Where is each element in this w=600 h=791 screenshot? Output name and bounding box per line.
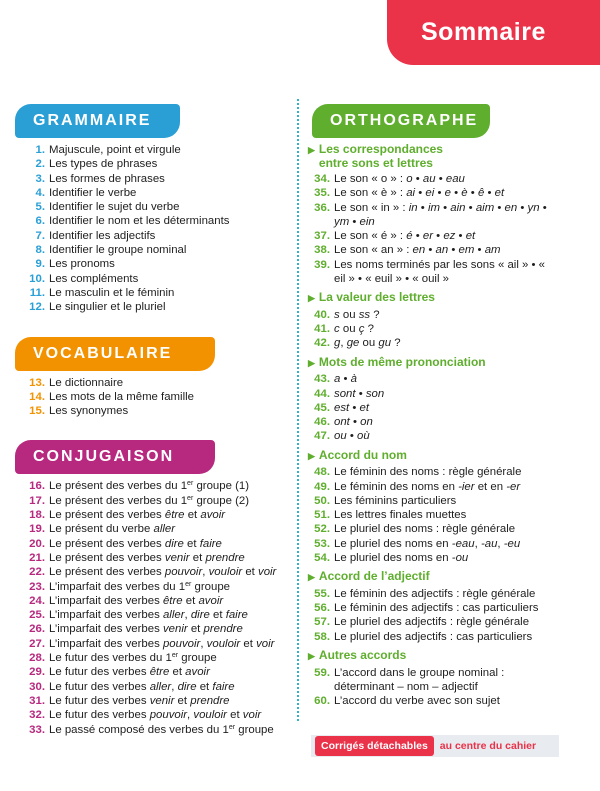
item-label: Le futur des verbes du 1er groupe [49,652,217,665]
list-item [15,694,300,708]
left-column [15,104,300,737]
list-item [308,615,590,629]
item-number: 59. [314,666,330,679]
item-number: 15. [29,405,45,418]
item-number: 22. [29,566,45,579]
item-number: 8. [35,244,45,257]
item-label: Le son « an » : en • an • em • am [334,244,501,257]
item-number: 41. [314,323,330,336]
list-item [308,186,590,200]
item-number: 34. [314,173,330,185]
item-label: Le dictionnaire [49,376,124,389]
item-label: Le passé composé des verbes du 1er groupe [49,723,274,736]
list-item [15,565,300,579]
vocabulaire-title: VOCABULAIRE [33,344,173,362]
list-item [15,651,300,665]
item-label: L’accord du verbe avec son sujet [334,695,500,708]
item-label: Le pluriel des adjectifs : cas particuliers [334,630,533,643]
list-item [15,680,300,694]
list-item [308,401,590,415]
item-number: 51. [314,509,330,522]
list-item [308,258,590,287]
item-label: Le singulier et le pluriel [49,301,166,314]
list-item [308,522,590,536]
item-number: 50. [314,494,330,507]
item-label: Le futur des verbes être et avoir [49,666,210,679]
list-item [308,630,590,644]
item-label: Le féminin des adjectifs : cas particuliers [334,602,539,615]
item-number: 7. [35,229,45,242]
item-number: 11. [29,286,45,299]
list-item [15,229,300,243]
vocabulaire-banner [15,337,215,371]
item-number: 55. [314,587,330,600]
item-number: 27. [29,637,45,650]
item-number: 2. [35,158,45,171]
item-label: Le présent du verbe aller [49,523,176,536]
triangle-bullet-icon: ▶ [308,293,315,304]
list-item [308,666,590,695]
grammaire-title: GRAMMAIRE [33,112,152,129]
list-item [308,229,590,243]
item-number: 12. [29,301,45,314]
item-label: L’imparfait des verbes aller, dire et faire [49,609,248,622]
orthographe-section-head [308,143,590,170]
item-label: Les synonymes [49,405,129,418]
list-item [15,243,300,257]
list-item [15,551,300,565]
item-label: Le pluriel des noms en -ou [334,552,469,565]
orthographe-section-head [308,291,590,306]
item-number: 31. [29,694,45,707]
item-label: L’imparfait des verbes du 1er groupe [49,580,231,593]
item-label: Le pluriel des noms : règle générale [334,523,516,536]
section-head-label: Mots de même prononciation [318,354,486,369]
item-number: 37. [314,230,330,243]
item-number: 42. [314,337,330,350]
item-number: 48. [314,466,330,479]
list-item [15,723,300,737]
list-item [15,580,300,594]
grammaire-list [15,143,300,315]
list-item [308,537,590,551]
section-head-label: La valeur des lettres [318,290,435,305]
item-number: 39. [314,258,330,271]
orthographe-section-head [308,449,590,464]
list-item [15,157,300,171]
item-label: L’imparfait des verbes être et avoir [49,594,224,607]
orthographe-list [308,666,590,709]
item-label: L’imparfait des verbes pouvoir, vouloir et voir [49,637,275,650]
item-number: 30. [29,680,45,693]
orthographe-list [308,587,590,644]
footer-note [311,735,559,757]
item-label: Le présent des verbes venir et prendre [49,551,245,564]
item-label: Le son « in » : in • im • ain • aim • en • yn • ym • ein [334,201,547,228]
item-number: 56. [314,602,330,615]
footer-text: au centre du cahier [439,740,537,752]
item-label: Le présent des verbes dire et faire [49,537,222,550]
orthographe-list [308,308,590,351]
list-item [308,243,590,257]
triangle-bullet-icon: ▶ [308,145,315,155]
list-item [308,336,590,350]
item-number: 29. [29,666,45,679]
item-number: 20. [29,537,45,550]
item-label: Majuscule, point et virgule [49,144,181,156]
item-label: c ou ç ? [334,323,374,336]
list-item [15,172,300,186]
item-number: 24. [29,594,45,607]
list-item [15,404,300,418]
list-item [308,415,590,429]
list-item [15,708,300,722]
item-number: 60. [314,695,330,708]
list-item [15,637,300,651]
triangle-bullet-icon: ▶ [308,572,315,583]
item-label: Les mots de la même famille [49,390,194,403]
item-label: Le féminin des noms en -ier et en -er [334,480,521,493]
item-number: 40. [314,308,330,321]
item-number: 25. [29,609,45,622]
item-label: Les lettres finales muettes [334,509,467,522]
list-item [15,143,300,157]
section-head-label: Accord du nom [318,447,407,462]
list-item [308,694,590,708]
item-number: 16. [29,480,45,493]
item-label: sont • son [334,387,385,400]
item-label: Les compléments [49,272,139,285]
list-item [15,622,300,636]
orthographe-section-head [308,570,590,585]
list-item [15,522,300,536]
item-number: 13. [29,376,45,389]
item-label: ont • on [334,416,373,429]
item-number: 35. [314,187,330,200]
item-label: Les féminins particuliers [334,494,457,507]
list-item [308,308,590,322]
list-item [15,390,300,404]
item-number: 58. [314,630,330,643]
list-item [15,594,300,608]
orthographe-list [308,372,590,443]
item-number: 36. [314,201,330,214]
page-title-tab [387,0,600,65]
item-number: 45. [314,401,330,414]
item-number: 46. [314,416,330,429]
list-item [15,257,300,271]
item-label: Le futur des verbes venir et prendre [49,694,230,707]
conjugaison-title: CONJUGAISON [33,448,175,466]
item-label: Le présent des verbes pouvoir, vouloir et voir [49,566,277,579]
list-item [15,300,300,314]
list-item [308,465,590,479]
item-number: 9. [35,258,45,271]
list-item [15,272,300,286]
list-item [308,201,590,230]
list-item [15,608,300,622]
item-number: 53. [314,537,330,550]
list-item [308,551,590,565]
conjugaison-banner [15,440,215,474]
list-item [15,665,300,679]
item-number: 19. [29,523,45,536]
item-label: Le présent des verbes du 1er groupe (2) [49,494,249,507]
item-label: Le pluriel des adjectifs : règle générale [334,616,530,629]
page-title: Sommaire [421,18,546,46]
orthographe-banner [312,104,490,138]
item-label: a • à [334,373,358,386]
item-label: ou • où [334,430,370,443]
item-label: s ou ss ? [334,308,380,321]
list-item [308,387,590,401]
list-item [308,429,590,443]
list-item [308,601,590,615]
list-item [15,508,300,522]
item-number: 14. [29,390,45,403]
item-label: Les types de phrases [49,158,158,171]
item-label: Identifier le sujet du verbe [49,201,180,214]
list-item [15,200,300,214]
item-label: Identifier le verbe [49,186,137,199]
list-item [308,494,590,508]
item-number: 26. [29,623,45,636]
orthographe-list [308,172,590,286]
orthographe-sections [308,143,590,708]
item-number: 43. [314,373,330,386]
item-number: 49. [314,480,330,493]
list-item [15,214,300,228]
section-head-label: Accord de l’adjectif [318,569,430,584]
list-item [15,537,300,551]
item-number: 6. [35,215,45,228]
list-item [15,494,300,508]
item-number: 47. [314,430,330,443]
list-item [308,172,590,186]
item-number: 21. [29,551,45,564]
item-label: Les formes de phrases [49,172,165,185]
triangle-bullet-icon: ▶ [308,651,315,662]
orthographe-list [308,465,590,565]
item-label: Le pluriel des noms en -eau, -au, -eu [334,537,521,550]
vocabulaire-list [15,376,300,419]
orthographe-section-head [308,649,590,664]
item-label: Le féminin des noms : règle générale [334,466,522,479]
list-item [308,372,590,386]
item-number: 28. [29,652,45,665]
item-label: Le masculin et le féminin [49,286,175,299]
right-column [308,104,590,708]
item-label: Le présent des verbes du 1er groupe (1) [49,480,249,493]
list-item [308,587,590,601]
item-label: Les noms terminés par les sons « ail » • « eil » • « euil » • « ouil » [334,258,546,286]
item-label: Le féminin des adjectifs : règle générale [334,587,536,600]
item-number: 3. [35,172,45,185]
list-item [15,286,300,300]
item-number: 23. [29,580,45,593]
orthographe-title: ORTHOGRAPHE [330,112,479,129]
item-label: Identifier les adjectifs [49,229,156,242]
item-number: 1. [35,144,45,156]
list-item [15,376,300,390]
item-label: L’imparfait des verbes venir et prendre [49,623,243,636]
list-item [308,322,590,336]
item-label: Le son « o » : o • au • eau [334,173,465,185]
section-head-label: Les correspondances entre sons et lettres [318,142,443,170]
footer-tag: Corrigés détachables [315,736,434,756]
orthographe-section-head [308,356,590,371]
item-label: Le son « é » : é • er • ez • et [334,230,476,243]
list-item [308,508,590,522]
item-number: 54. [314,552,330,565]
item-label: Les pronoms [49,258,115,271]
item-number: 5. [35,201,45,214]
item-number: 4. [35,186,45,199]
item-number: 44. [314,387,330,400]
list-item [15,479,300,493]
item-label: Le présent des verbes être et avoir [49,509,226,522]
item-number: 57. [314,616,330,629]
item-number: 10. [29,272,45,285]
triangle-bullet-icon: ▶ [308,357,315,368]
item-label: Identifier le groupe nominal [49,244,187,257]
item-label: L’accord dans le groupe nominal : déterminant – nom – adjectif [334,666,505,693]
list-item [15,186,300,200]
conjugaison-list [15,479,300,736]
item-label: g, ge ou gu ? [334,337,401,350]
item-label: Le futur des verbes aller, dire et faire [49,680,235,693]
item-number: 33. [29,723,45,736]
list-item [308,480,590,494]
item-number: 17. [29,494,45,507]
item-number: 32. [29,709,45,722]
item-label: Identifier le nom et les déterminants [49,215,230,228]
item-number: 38. [314,244,330,257]
item-label: Le futur des verbes pouvoir, vouloir et voir [49,709,262,722]
grammaire-banner [15,104,180,138]
triangle-bullet-icon: ▶ [308,450,315,461]
item-label: Le son « è » : ai • ei • e • è • ê • et [334,187,505,200]
item-number: 52. [314,523,330,536]
item-number: 18. [29,509,45,522]
item-label: est • et [334,401,370,414]
section-head-label: Autres accords [318,648,407,663]
